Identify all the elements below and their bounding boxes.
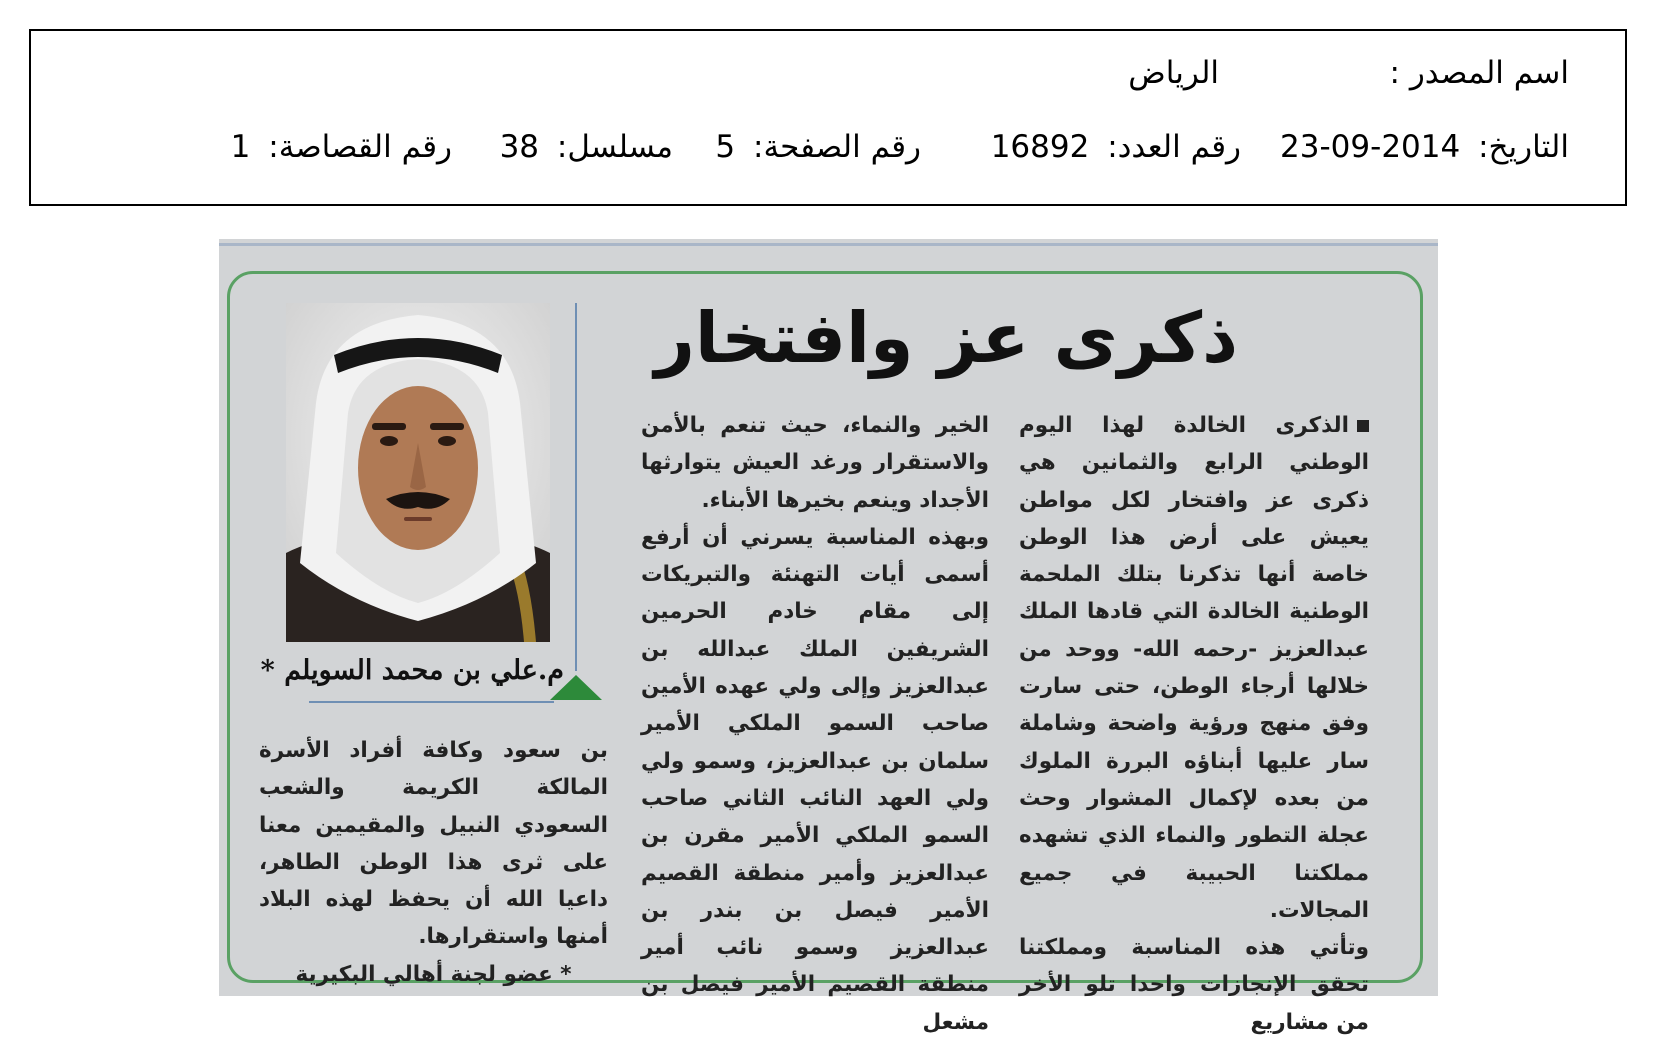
newspaper-clipping bbox=[219, 239, 1438, 1035]
page-field bbox=[715, 127, 921, 167]
date-field bbox=[1280, 127, 1569, 167]
clip-number-field bbox=[231, 127, 452, 167]
clipping-top-rule bbox=[219, 243, 1438, 246]
article-paragraph: بن سعود وكافة أفراد الأسرة المالكة الكريمة والشعب السعودي النبيل والمقيمين معنا على ثرى هذا الوطن الطاهر، داعيا الله أن يحفظ لهذه البلاد أمنها واستقرارها. bbox=[259, 738, 608, 950]
author-byline: م.علي بن محمد السويلم * bbox=[260, 655, 564, 686]
author-portrait-icon bbox=[286, 303, 550, 642]
issue-label: رقم العدد: bbox=[1107, 129, 1241, 165]
serial-label: مسلسل: bbox=[556, 129, 673, 165]
article-column-2 bbox=[641, 407, 989, 1041]
date-value: 2014-09-23 bbox=[1280, 129, 1461, 165]
article-paragraph: وبهذه المناسبة يسرني أن أرفع أسمى أيات التهنئة والتبريكات إلى مقام خادم الحرمين الشريفين الملك عبدالله بن عبدالعزيز وإلى ولي عهده الأمين صاحب السمو الملكي الأمير سلمان بن عبدالعزيز، وسمو ولي ولي العهد النائب الثاني صاحب السمو الملكي الأمير مقرن بن عبدالعزيز وأمير منطقة القصيم الأمير فيصل بن بندر بن عبدالعزيز وسمو نائب أمير منطقة القصيم الأمير فيصل بن مشعل bbox=[641, 524, 989, 1035]
source-field bbox=[1390, 53, 1569, 93]
page-value: 5 bbox=[715, 129, 736, 165]
source-label: اسم المصدر : bbox=[1389, 55, 1569, 91]
article-headline: ذكرى عز وافتخار bbox=[654, 297, 1238, 379]
issue-field bbox=[991, 127, 1241, 167]
date-label: التاريخ: bbox=[1478, 129, 1569, 165]
clip-number-value: 1 bbox=[230, 129, 251, 165]
clipping-metadata-box bbox=[29, 29, 1627, 206]
author-photo bbox=[286, 303, 550, 642]
column-divider bbox=[575, 303, 577, 671]
article-paragraph: الخير والنماء، حيث تنعم بالأمن والاستقرار ورغد العيش يتوارثها الأجداد وينعم بخيرها الأبناء. bbox=[641, 413, 989, 513]
source-value: الرياض bbox=[1128, 55, 1219, 91]
serial-value: 38 bbox=[499, 129, 540, 165]
issue-value: 16892 bbox=[990, 129, 1090, 165]
article-column-1 bbox=[1019, 407, 1369, 1041]
clip-number-label: رقم القصاصة: bbox=[268, 129, 452, 165]
article-column-3 bbox=[259, 732, 608, 993]
article-paragraph: الذكرى الخالدة لهذا اليوم الوطني الرابع والثمانين هي ذكرى عز وافتخار لكل مواطن يعيش على أرض هذا الوطن خاصة أنها تذكرنا بتلك الملحمة الوطنية الخالدة التي قادها الملك عبدالعزيز -رحمه الله- ووحد من خلالها أرجاء الوطن، حتى سارت وفق منهج ورؤية واضحة وشاملة سار عليها أبناؤه البررة الملوك من بعده لإكمال المشوار وحث عجلة التطور والنماء الذي تشهده مملكتنا الحبيبة في جميع المجالات. bbox=[1019, 413, 1369, 923]
square-bullet-icon bbox=[1357, 420, 1369, 432]
serial-field bbox=[500, 127, 673, 167]
source-value-field bbox=[1128, 53, 1227, 93]
author-title: * عضو لجنة أهالي البكيرية bbox=[295, 961, 572, 987]
article-paragraph: وتأتي هذه المناسبة ومملكتنا تحقق الإنجازات واحدا تلو الأخر من مشاريع bbox=[1019, 935, 1369, 1035]
page-label: رقم الصفحة: bbox=[753, 129, 921, 165]
byline-rule bbox=[309, 701, 554, 703]
